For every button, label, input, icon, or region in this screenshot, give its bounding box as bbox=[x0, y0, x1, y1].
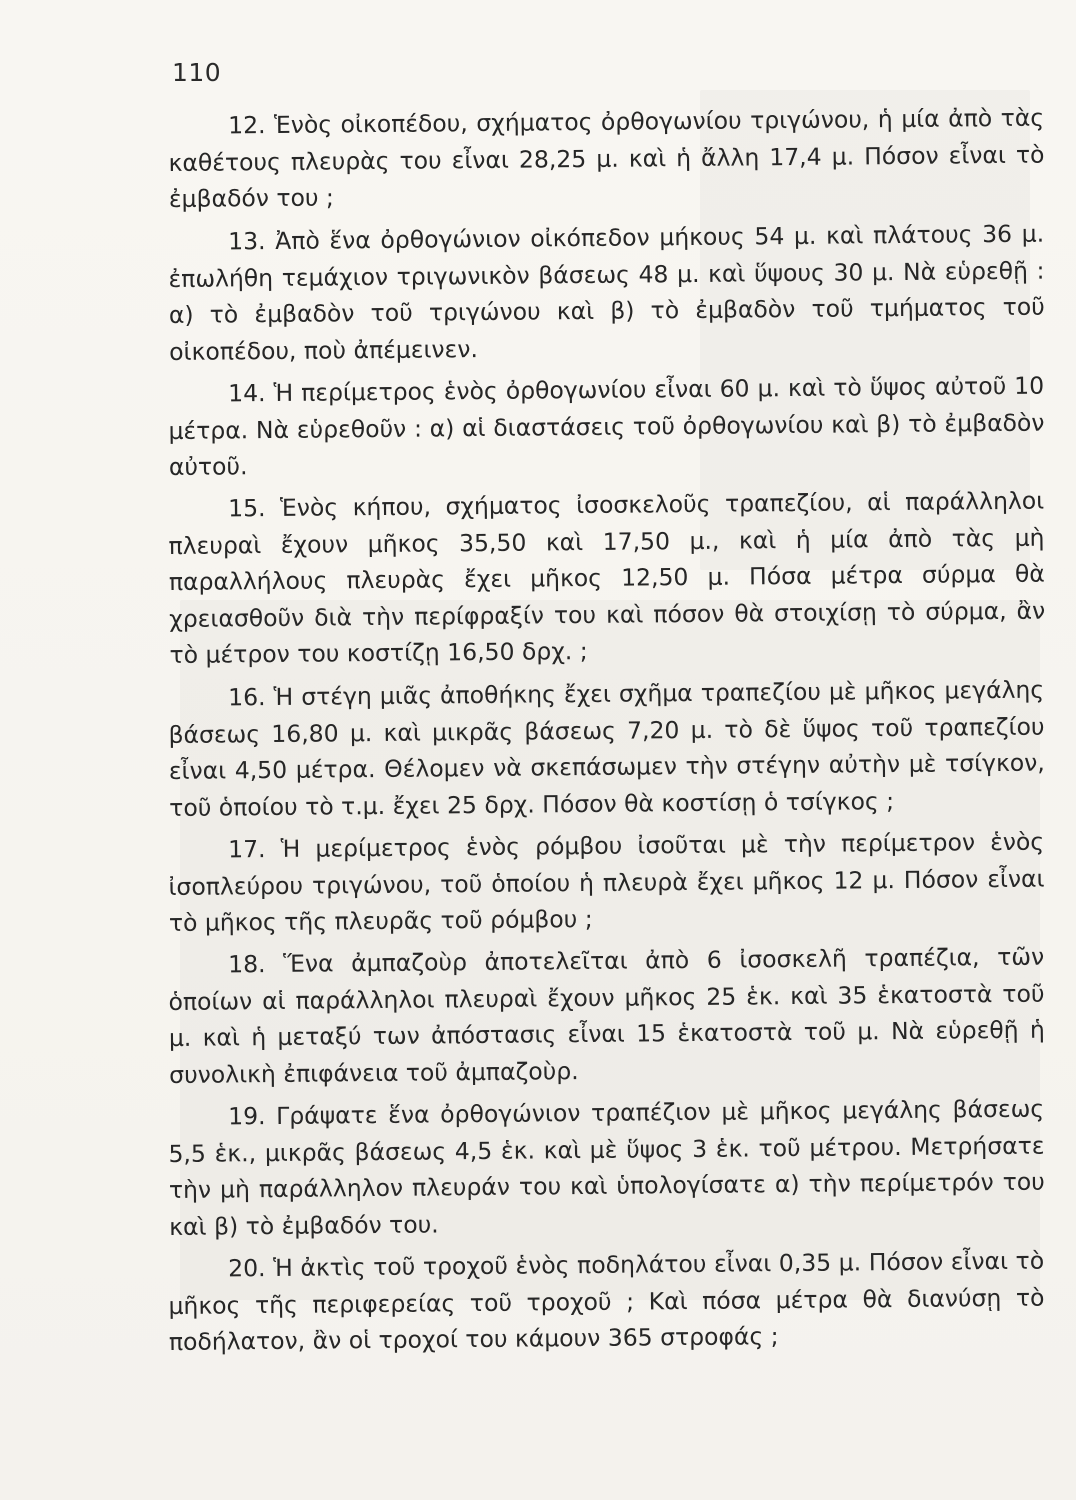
exercise-text: Ἡ στέγη μιᾶς ἀποθήκης ἔχει σχῆμα τραπεζίου μὲ μῆκος μεγάλης βάσεως 16,80 μ. καὶ μικρᾶς βάσεως 7,20 μ. τὸ δὲ ὕψος τοῦ τραπεζίου εἶναι 4,50 μέτρα. Θέλομεν νὰ σκεπάσωμεν τὴν στέγην αὐτὴν μὲ τσίγκον, τοῦ ὁποίου τὸ τ.μ. ἔχει 25 δρχ. Πόσον θὰ κοστίσῃ ὁ τσίγκος ; bbox=[168, 675, 1045, 821]
exercise-text: Ἀπὸ ἕνα ὀρθογώνιον οἰκόπεδον μήκους 54 μ. καὶ πλάτους 36 μ. ἐπωλήθη τεμάχιον τριγωνικὸν βάσεως 48 μ. καὶ ὕψους 30 μ. Νὰ εὑρεθῇ : α) τὸ ἐμβαδὸν τοῦ τριγώνου καὶ β) τὸ ἐμβαδὸν τοῦ τμήματος τοῦ οἰκοπέδου, ποὺ ἀπέμεινεν. bbox=[168, 219, 1045, 365]
exercise-text: Ἡ περίμετρος ἑνὸς ὀρθογωνίου εἶναι 60 μ. καὶ τὸ ὕψος αὐτοῦ 10 μέτρα. Νὰ εὑρεθοῦν : α) αἱ διαστάσεις τοῦ ὀρθογωνίου καὶ β) τὸ ἐμβαδὸν αὐτοῦ. bbox=[168, 371, 1045, 481]
exercise-14 bbox=[168, 367, 1045, 485]
exercise-text: Ἡ μερίμετρος ἑνὸς ρόμβου ἰσοῦται μὲ τὴν περίμετρον ἑνὸς ἰσοπλεύρου τριγώνου, τοῦ ὁποίου ἡ πλευρὰ ἔχει μῆκος 12 μ. Πόσον εἶναι τὸ μῆκος τῆς πλευρᾶς τοῦ ρόμβου ; bbox=[168, 827, 1045, 937]
exercise-18 bbox=[168, 939, 1045, 1093]
exercise-number: 17. bbox=[228, 834, 266, 863]
exercise-number: 12. bbox=[228, 111, 266, 140]
exercise-number: 20. bbox=[228, 1254, 266, 1283]
exercise-15 bbox=[168, 483, 1046, 674]
exercise-number: 14. bbox=[228, 378, 266, 407]
exercise-list bbox=[168, 103, 1046, 1361]
exercise-16 bbox=[168, 671, 1045, 825]
exercise-13 bbox=[168, 215, 1045, 369]
exercise-19 bbox=[168, 1091, 1045, 1245]
exercise-text: Γράψατε ἕνα ὀρθογώνιον τραπέζιον μὲ μῆκος μεγάλης βάσεως 5,5 ἑκ., μικρᾶς βάσεως 4,5 ἑκ. καὶ μὲ ὕψος 3 ἑκ. τοῦ μέτρου. Μετρήσατε τὴν μὴ παράλληλον πλευράν του καὶ ὑπολογίσατε α) τὴν περίμετρόν του καὶ β) τὸ ἐμβαδόν του. bbox=[168, 1094, 1045, 1241]
exercise-number: 18. bbox=[228, 950, 266, 979]
exercise-number: 15. bbox=[228, 494, 266, 523]
page-number: 110 bbox=[172, 58, 222, 87]
exercise-17 bbox=[168, 823, 1045, 941]
exercise-number: 19. bbox=[228, 1102, 266, 1131]
exercise-20 bbox=[168, 1243, 1045, 1361]
exercise-text: Ἕνα ἀμπαζοὺρ ἀποτελεῖται ἀπὸ 6 ἰσοσκελῆ τραπέζια, τῶν ὁποίων αἱ παράλληλοι πλευραὶ ἔχουν μῆκος 25 ἑκ. καὶ 35 ἑκατοστὰ τοῦ μ. καὶ ἡ μεταξύ των ἀπόστασις εἶναι 15 ἑκατοστὰ τοῦ μ. Νὰ εὑρεθῇ ἡ συνολικὴ ἐπιφάνεια τοῦ ἀμπαζοὺρ. bbox=[168, 942, 1045, 1089]
exercise-number: 13. bbox=[228, 226, 266, 255]
exercise-text: Ἑνὸς κήπου, σχήματος ἰσοσκελοῦς τραπεζίου, αἱ παράλληλοι πλευραὶ ἔχουν μῆκος 35,50 καὶ 17,50 μ., καὶ ἡ μία ἀπὸ τὰς μὴ παραλλήλους πλευρὰς ἔχει μῆκος 12,50 μ. Πόσα μέτρα σύρμα θὰ χρειασθοῦν διὰ τὴν περίφραξίν του καὶ πόσον θὰ στοιχίσῃ τὸ σύρμα, ἂν τὸ μέτρον του κοστίζῃ 16,50 δρχ. ; bbox=[168, 486, 1046, 669]
exercise-number: 16. bbox=[228, 682, 266, 711]
exercise-text: Ἡ ἀκτὶς τοῦ τροχοῦ ἑνὸς ποδηλάτου εἶναι 0,35 μ. Πόσον εἶναι τὸ μῆκος τῆς περιφερείας τοῦ τροχοῦ ; Καὶ πόσα μέτρα θὰ διανύσῃ τὸ ποδήλατον, ἂν οἱ τροχοί του κάμουν 365 στροφάς ; bbox=[168, 1246, 1045, 1356]
exercise-text: Ἑνὸς οἰκοπέδου, σχήματος ὀρθογωνίου τριγώνου, ἡ μία ἀπὸ τὰς καθέτους πλευρὰς του εἶναι 28,25 μ. καὶ ἡ ἄλλη 17,4 μ. Πόσον εἶναι τὸ ἐμβαδόν του ; bbox=[168, 103, 1045, 213]
exercise-12 bbox=[168, 100, 1045, 218]
